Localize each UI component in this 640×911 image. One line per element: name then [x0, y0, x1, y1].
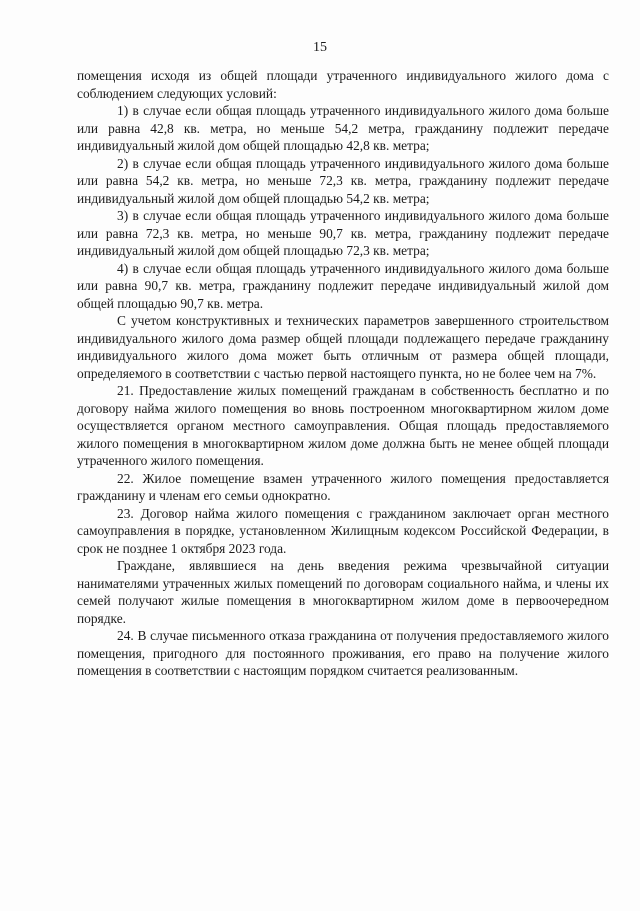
paragraph-continuation: помещения исходя из общей площади утраченного индивидуального жилого дома с соблюдением следующих условий: [77, 68, 609, 101]
paragraph-area-tolerance: С учетом конструктивных и технических параметров завершенного строительством индивидуального жилого дома размер общей площади подлежащего передаче гражданину индивидуального жилого дома может быть отличным от размера общей площади, определяемого в соответствии с частью первой настоящего пункта, но не более чем на 7%. [77, 313, 609, 381]
paragraph-clause-24: 24. В случае письменного отказа гражданина от получения предоставляемого жилого помещения, пригодного для постоянного проживания, его право на получение жилого помещения в соответствии с настоящим порядком считается реализованным. [77, 628, 609, 678]
paragraph-condition-2: 2) в случае если общая площадь утраченного индивидуального жилого дома больше или равна 54,2 кв. метра, но меньше 72,3 кв. метра, гражданину подлежит передаче индивидуальный жилой дом общей площадью 54,2 кв. метра; [77, 155, 609, 206]
paragraph-condition-3: 3) в случае если общая площадь утраченного индивидуального жилого дома больше или равна 72,3 кв. метра, но меньше 90,7 кв. метра, гражданину подлежит передаче индивидуальный жилой дом общей площадью 72,3 кв. метра; [77, 208, 609, 258]
paragraph-clause-22: 22. Жилое помещение взамен утраченного жилого помещения предоставляется гражданину и членам его семьи однократно. [77, 470, 609, 503]
document-body [77, 67, 609, 680]
paragraph-condition-1: 1) в случае если общая площадь утраченного индивидуального жилого дома больше или равна 42,8 кв. метра, но меньше 54,2 метра, гражданину подлежит передаче индивидуальный жилой дом общей площадью 42,8 кв. метра; [77, 103, 609, 153]
paragraph-clause-21: 21. Предоставление жилых помещений гражданам в собственность бесплатно и по договору найма жилого помещения во вновь построенном многоквартирном жилом доме осуществляется органом местного самоуправления. Общая площадь предоставляемого жилого помещения в многоквартирном жилом доме должна быть не менее общей площади утраченного жилого помещения. [77, 383, 609, 468]
paragraph-condition-4: 4) в случае если общая площадь утраченного индивидуального жилого дома больше или равна 90,7 кв. метра, гражданину подлежит передаче индивидуальный жилой дом общей площадью 90,7 кв. метра. [77, 260, 609, 311]
paragraph-priority-tenants: Граждане, являвшиеся на день введения режима чрезвычайной ситуации нанимателями утраченных жилых помещений по договорам социального найма, и члены их семей получают жилые помещения в многоквартирном жилом доме в первоочередном порядке. [77, 558, 609, 626]
page-number: 15 [313, 40, 327, 55]
paragraph-clause-23: 23. Договор найма жилого помещения с гражданином заключает орган местного самоуправления в порядке, установленном Жилищным кодексом Российской Федерации, в срок не позднее 1 октября 2023 года. [77, 505, 609, 556]
